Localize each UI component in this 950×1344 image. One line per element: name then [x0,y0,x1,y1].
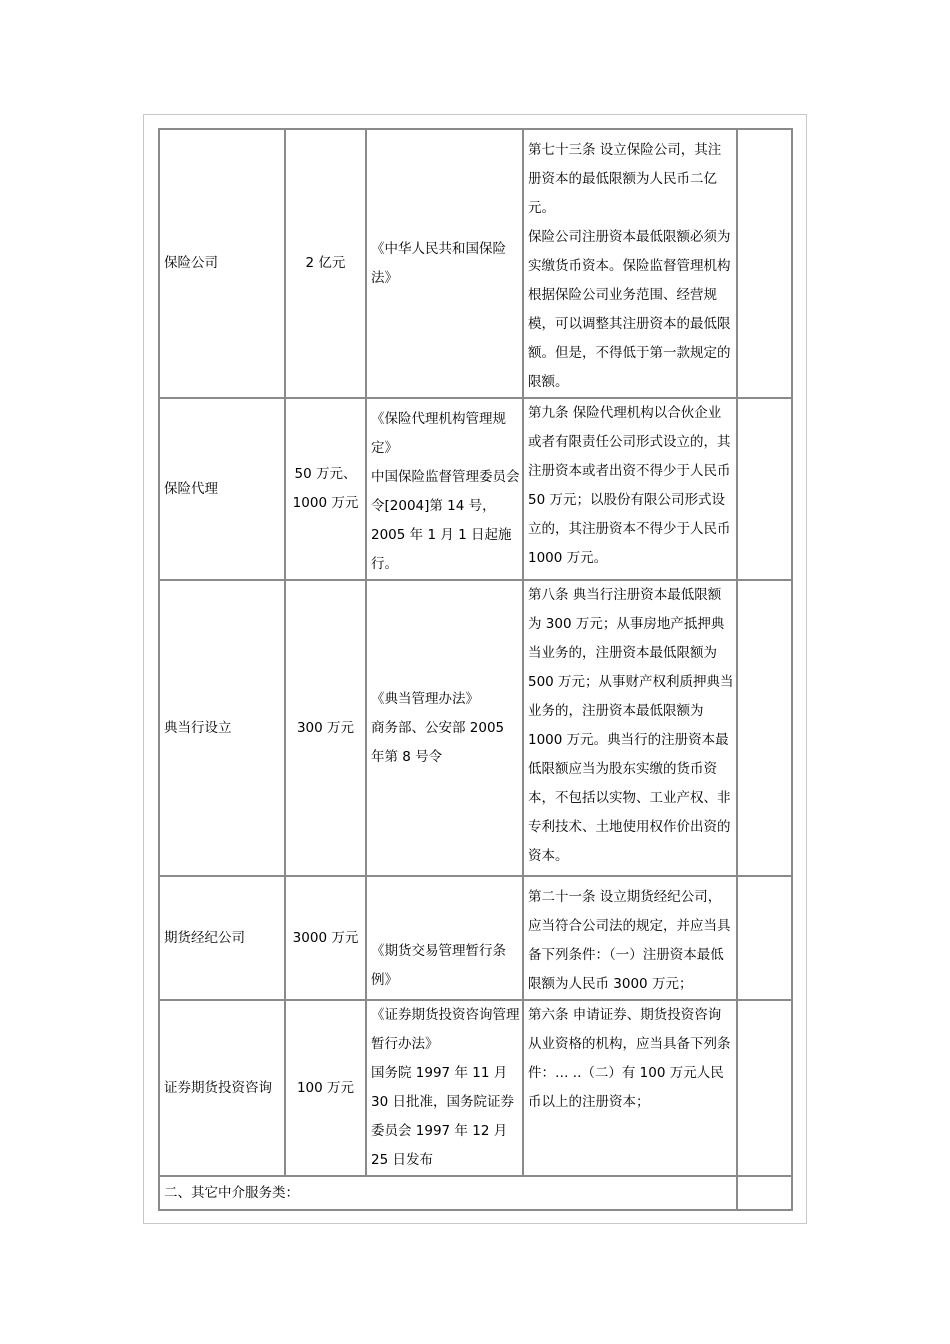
law-cell [366,129,523,398]
provision-text: 第六条 申请证券、期货投资咨询从业资格的机构，应当具备下列条件：… ..（二）有 100 万元人民币以上的注册资本； [528,1007,731,1110]
law-text: 《保险代理机构管理规定》 中国保险监督管理委员会令[2004]第 14 号，2005 年 1 月 1 日起施行。 [371,411,520,572]
capital-cell: 100 万元 [285,1000,366,1176]
table-row [159,580,792,876]
law-text: 《典当管理办法》 商务部、公安部 2005 年第 8 号令 [371,690,505,765]
provision-cell [523,398,737,580]
note-cell [737,1176,792,1210]
note-cell [737,398,792,580]
provision-text: 第七十三条 设立保险公司，其注册资本的最低限额为人民币二亿元。 保险公司注册资本最低限额必须为实缴货币资本。保险监督管理机构根据保险公司业务范围、经营规模，可以调整其注册资本的最低限额。但是，不得低于第一款规定的限额。 [528,142,731,390]
capital-cell: 300 万元 [285,580,366,876]
law-cell [366,1000,523,1176]
category-cell: 证券期货投资咨询 [159,1000,285,1176]
table-row [159,129,792,398]
capital-cell: 3000 万元 [285,876,366,1000]
provision-cell [523,876,737,1000]
table-row [159,876,792,1000]
category-cell: 保险公司 [159,129,285,398]
provision-cell [523,129,737,398]
section-heading: 二、其它中介服务类： [159,1176,737,1210]
table-row [159,398,792,580]
capital-cell: 2 亿元 [285,129,366,398]
provision-text: 第二十一条 设立期货经纪公司，应当符合公司法的规定，并应当具备下列条件：（一）注册资本最低限额为人民币 3000 万元； [528,889,731,992]
note-cell [737,876,792,1000]
section-heading-row [159,1176,792,1210]
table-row [159,1000,792,1176]
capital-text: 50 万元、 1000 万元 [292,466,359,511]
law-cell [366,580,523,876]
law-text: 《期货交易管理暂行条例》 [371,943,506,988]
capital-requirements-table [158,128,793,1211]
law-text: 《证券期货投资咨询管理暂行办法》 国务院 1997 年 11 月 30 日批准，国务院证券委员会 1997 年 12 月 25 日发布 [371,1007,520,1168]
provision-text: 第八条 典当行注册资本最低限额为 300 万元；从事房地产抵押典当业务的，注册资本最低限额为 500 万元；从事财产权利质押典当业务的，注册资本最低限额为 1000 万元。典当行的注册资本最低限额应当为股东实缴的货币资本，不包括以实物、工业产权、非专利技术、土地使用权作价出资的资本。 [528,587,734,864]
provision-text: 第九条 保险代理机构以合伙企业或者有限责任公司形式设立的，其注册资本或者出资不得少于人民币 50 万元；以股份有限公司形式设立的，其注册资本不得少于人民币 1000 万元。 [528,405,731,566]
capital-cell [285,398,366,580]
note-cell [737,129,792,398]
note-cell [737,580,792,876]
law-text: 《中华人民共和国保险法》 [371,240,506,286]
category-cell: 典当行设立 [159,580,285,876]
category-cell: 期货经纪公司 [159,876,285,1000]
category-cell: 保险代理 [159,398,285,580]
law-cell [366,876,523,1000]
provision-cell [523,1000,737,1176]
law-cell [366,398,523,580]
provision-cell [523,580,737,876]
note-cell [737,1000,792,1176]
